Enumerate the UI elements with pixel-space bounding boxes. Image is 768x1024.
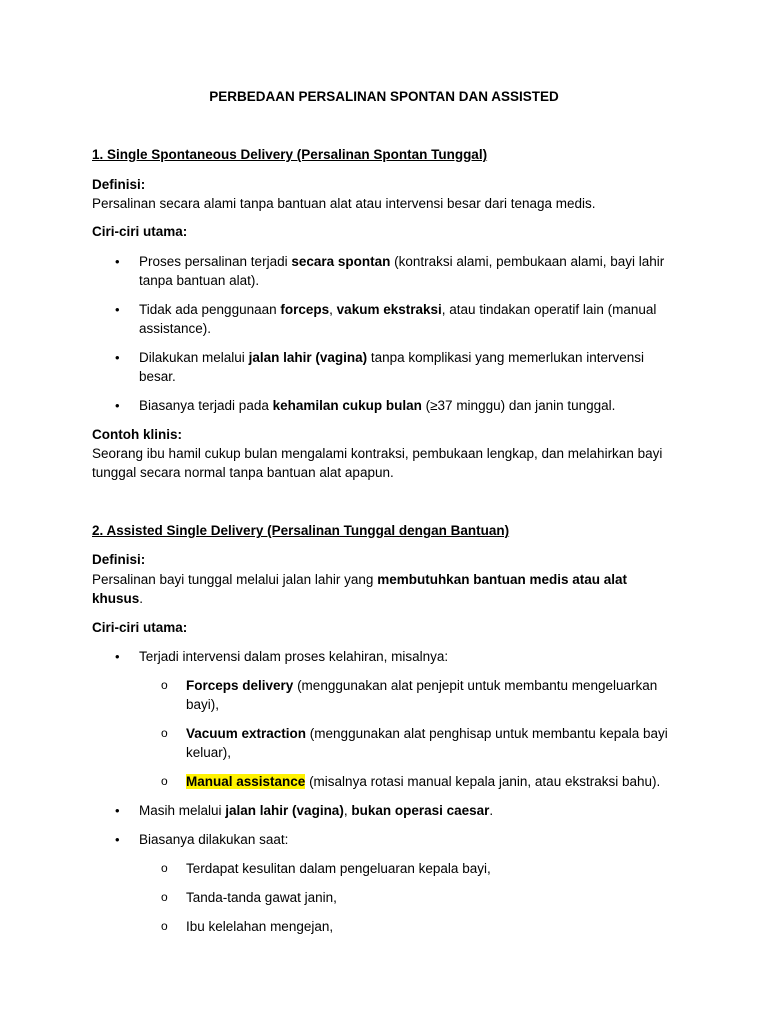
document-title: PERBEDAAN PERSALINAN SPONTAN DAN ASSISTED bbox=[209, 89, 559, 104]
list-item: Terjadi intervensi dalam proses kelahiran, misalnya: bbox=[139, 649, 449, 664]
section2-ciri-label: Ciri-ciri utama: bbox=[92, 620, 188, 635]
sub-list-item: Terdapat kesulitan dalam pengeluaran kepala bayi, bbox=[186, 861, 491, 876]
section2-definisi-text: Persalinan bayi tunggal melalui jalan lahir yang membutuhkan bantuan medis atau alat khusus. bbox=[92, 572, 627, 606]
sub-bullet-icon: o bbox=[161, 678, 168, 692]
list-item: Proses persalinan terjadi secara spontan (kontraksi alami, pembukaan alami, bayi lahir tanpa bantuan alat). bbox=[139, 254, 665, 288]
sub-list-item: Manual assistance (misalnya rotasi manual kepala janin, atau ekstraksi bahu). bbox=[186, 774, 661, 789]
sub-bullet-icon: o bbox=[161, 774, 168, 788]
list-item: Biasanya dilakukan saat: bbox=[139, 832, 289, 847]
list-item: Masih melalui jalan lahir (vagina), bukan operasi caesar. bbox=[139, 803, 494, 818]
sub-list-item: Vacuum extraction (menggunakan alat penghisap untuk membantu kepala bayi keluar), bbox=[186, 726, 668, 760]
section1-contoh-text: Seorang ibu hamil cukup bulan mengalami kontraksi, pembukaan lengkap, dan melahirkan bayi tunggal secara normal tanpa bantuan alat apapun. bbox=[92, 446, 663, 480]
section1-ciri-label: Ciri-ciri utama: bbox=[92, 224, 188, 239]
sub-list-item: Ibu kelelahan mengejan, bbox=[186, 919, 334, 934]
section1-heading: 1. Single Spontaneous Delivery (Persalinan Spontan Tunggal) bbox=[92, 147, 488, 162]
sub-bullet-icon: o bbox=[161, 861, 168, 875]
sub-list-item: Tanda-tanda gawat janin, bbox=[186, 890, 337, 905]
list-item: Tidak ada penggunaan forceps, vakum ekstraksi, atau tindakan operatif lain (manual assistance). bbox=[139, 302, 657, 336]
sub-bullet-icon: o bbox=[161, 890, 168, 904]
list-item: Biasanya terjadi pada kehamilan cukup bulan (≥37 minggu) dan janin tunggal. bbox=[139, 398, 616, 413]
section1-contoh-label: Contoh klinis: bbox=[92, 427, 182, 442]
sub-list-item: Forceps delivery (menggunakan alat penjepit untuk membantu mengeluarkan bayi), bbox=[186, 678, 658, 712]
bullet-icon: • bbox=[115, 302, 120, 317]
bullet-icon: • bbox=[115, 649, 120, 664]
bullet-icon: • bbox=[115, 803, 120, 818]
highlighted-text: Manual assistance bbox=[186, 774, 306, 789]
bullet-icon: • bbox=[115, 398, 120, 413]
section2-definisi-label: Definisi: bbox=[92, 552, 146, 567]
sub-bullet-icon: o bbox=[161, 726, 168, 740]
bullet-icon: • bbox=[115, 350, 120, 365]
section1-definisi-text: Persalinan secara alami tanpa bantuan alat atau intervensi besar dari tenaga medis. bbox=[92, 196, 596, 211]
sub-bullet-icon: o bbox=[161, 919, 168, 933]
section1-definisi-label: Definisi: bbox=[92, 177, 146, 192]
list-item: Dilakukan melalui jalan lahir (vagina) tanpa komplikasi yang memerlukan intervensi besar. bbox=[139, 350, 644, 384]
bullet-icon: • bbox=[115, 832, 120, 847]
section2-heading: 2. Assisted Single Delivery (Persalinan Tunggal dengan Bantuan) bbox=[92, 523, 510, 538]
bullet-icon: • bbox=[115, 254, 120, 269]
